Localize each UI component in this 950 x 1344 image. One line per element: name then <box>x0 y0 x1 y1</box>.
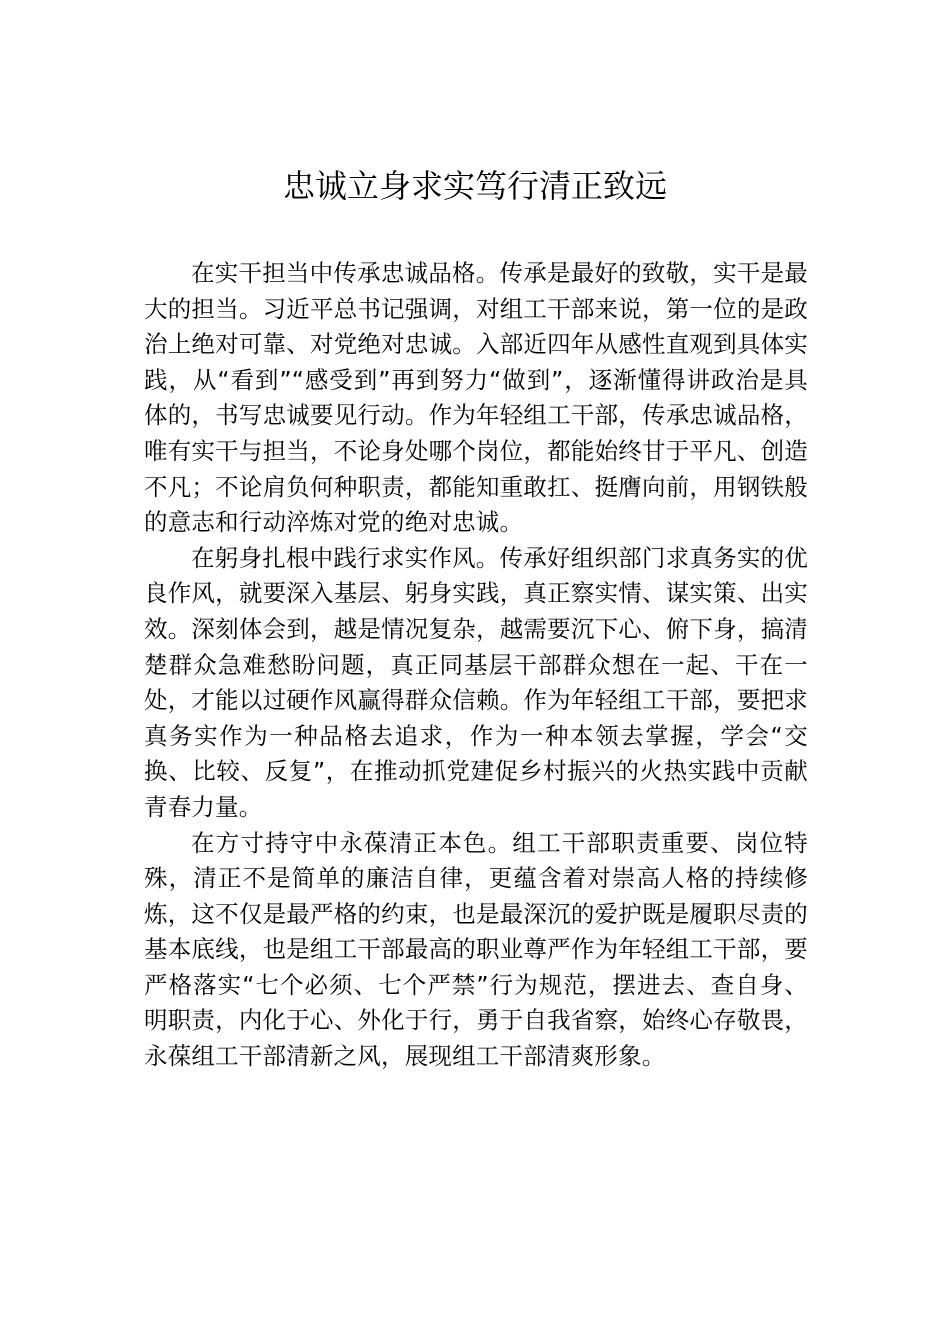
paragraph-pragmatism: 在躬身扎根中践行求实作风。传承好组织部门求真务实的优良作风，就要深入基层、躬身实践，真正察实情、谋实策、出实效。深刻体会到，越是情况复杂，越需要沉下心、俯下身，搞清楚群众急难愁盼问题，真正同基层干部群众想在一起、干在一处，才能以过硬作风赢得群众信赖。作为年轻组工干部，要把求真务实作为一种品格去追求，作为一种本领去掌握，学会“交换、比较、反复”，在推动抓党建促乡村振兴的火热实践中贡献青春力量。 <box>144 543 808 821</box>
paragraph-loyalty: 在实干担当中传承忠诚品格。传承是最好的致敬，实干是最大的担当。习近平总书记强调，对组工干部来说，第一位的是政治上绝对可靠、对党绝对忠诚。入部近四年从感性直观到具体实践，从“看到”“感受到”再到努力“做到”，逐渐懂得讲政治是具体的，书写忠诚要见行动。作为年轻组工干部，传承忠诚品格，唯有实干与担当，不论身处哪个岗位，都能始终甘于平凡、创造不凡；不论肩负何种职责，都能知重敢扛、挺膺向前，用钢铁般的意志和行动淬炼对党的绝对忠诚。 <box>144 259 808 537</box>
document-body <box>144 256 808 1075</box>
document-title: 忠诚立身求实笃行清正致远 <box>282 167 667 205</box>
paragraph-integrity: 在方寸持守中永葆清正本色。组工干部职责重要、岗位特殊，清正不是简单的廉洁自律，更蕴含着对崇高人格的持续修炼，这不仅是最严格的约束，也是最深沉的爱护既是履职尽责的基本底线，也是组工干部最高的职业尊严作为年轻组工干部，要严格落实“七个必须、七个严禁”行为规范，摆进去、查自身、明职责，内化于心、外化于行，勇于自我省察，始终心存敬畏，永葆组工干部清新之风，展现组工干部清爽形象。 <box>144 828 808 1071</box>
